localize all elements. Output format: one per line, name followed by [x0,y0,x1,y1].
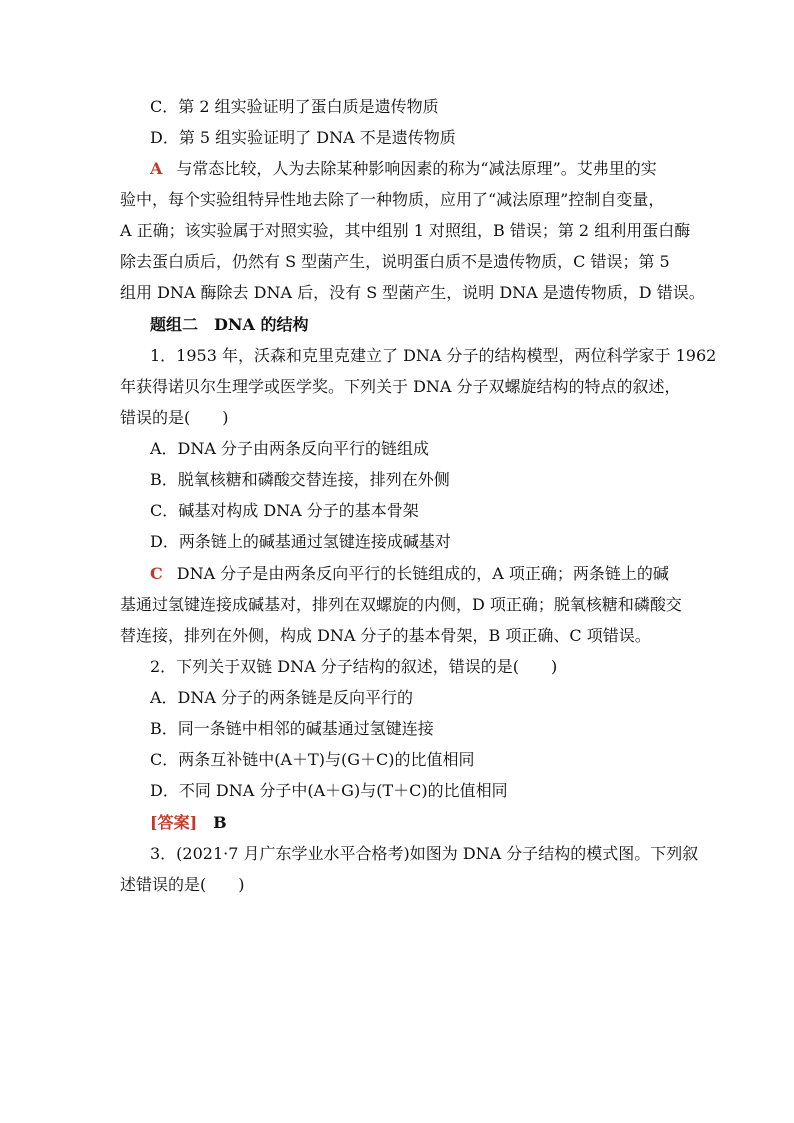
option-c: C．碱基对构成 DNA 分子的基本骨架 [150,501,419,520]
question-stem: 述错误的是( ) [120,875,245,894]
option-a: A．DNA 分子的两条链是反向平行的 [150,688,414,707]
explanation-line: 替连接，排列在外侧，构成 DNA 分子的基本骨架，B 项正确、C 项错误。 [120,626,651,645]
answer-line [150,813,710,833]
question-stem: 1．1953 年，沃森和克里克建立了 DNA 分子的结构模型，两位科学家于 1962 [150,346,717,365]
answer-letter: A [150,159,163,178]
option-a: A．DNA 分子由两条反向平行的链组成 [150,439,430,458]
option-d: D．两条链上的碱基通过氢键连接成碱基对 [150,532,451,551]
explanation-line: 除去蛋白质后，仍然有 S 型菌产生，说明蛋白质不是遗传物质，C 错误；第 5 [120,252,670,271]
option-d: D．第 5 组实验证明了 DNA 不是遗传物质 [150,128,456,147]
section-title: 题组二 DNA 的结构 [150,315,309,334]
option-c: C．第 2 组实验证明了蛋白质是遗传物质 [150,97,439,116]
explanation-line [150,159,710,179]
explanation-text: DNA 分子是由两条反向平行的长链组成的，A 项正确；两条链上的碱 [176,564,669,583]
question-stem: 年获得诺贝尔生理学或医学奖。下列关于 DNA 分子双螺旋结构的特点的叙述， [120,377,681,396]
explanation-line: 组用 DNA 酶除去 DNA 后，没有 S 型菌产生，说明 DNA 是遗传物质，D 错误。 [120,283,705,302]
explanation-line: 基通过氢键连接成碱基对，排列在双螺旋的内侧，D 项正确；脱氧核糖和磷酸交 [120,595,682,614]
option-b: B．脱氧核糖和磷酸交替连接，排列在外侧 [150,470,450,489]
explanation-line [150,564,710,584]
question-stem: 2．下列关于双链 DNA 分子结构的叙述，错误的是( ) [150,657,558,676]
answer-letter: C [150,564,163,583]
option-b: B．同一条链中相邻的碱基通过氢键连接 [150,719,434,738]
question-stem: 错误的是( ) [120,408,229,427]
answer-label: [答案] [150,813,198,832]
question-stem: 3．(2021·7 月广东学业水平合格考)如图为 DNA 分子结构的模式图。下列叙 [150,844,699,863]
explanation-line: 验中，每个实验组特异性地去除了一种物质，应用了“减法原理”控制自变量， [120,190,665,209]
answer-value: B [213,813,227,832]
explanation-text: 与常态比较，人为去除某种影响因素的称为“减法原理”。艾弗里的实 [176,159,657,178]
explanation-line: A 正确；该实验属于对照实验，其中组别 1 对照组，B 错误；第 2 组利用蛋白酶 [120,221,691,240]
option-d: D．不同 DNA 分子中(A＋G)与(T＋C)的比值相同 [150,781,508,800]
option-c: C．两条互补链中(A＋T)与(G＋C)的比值相同 [150,750,475,769]
